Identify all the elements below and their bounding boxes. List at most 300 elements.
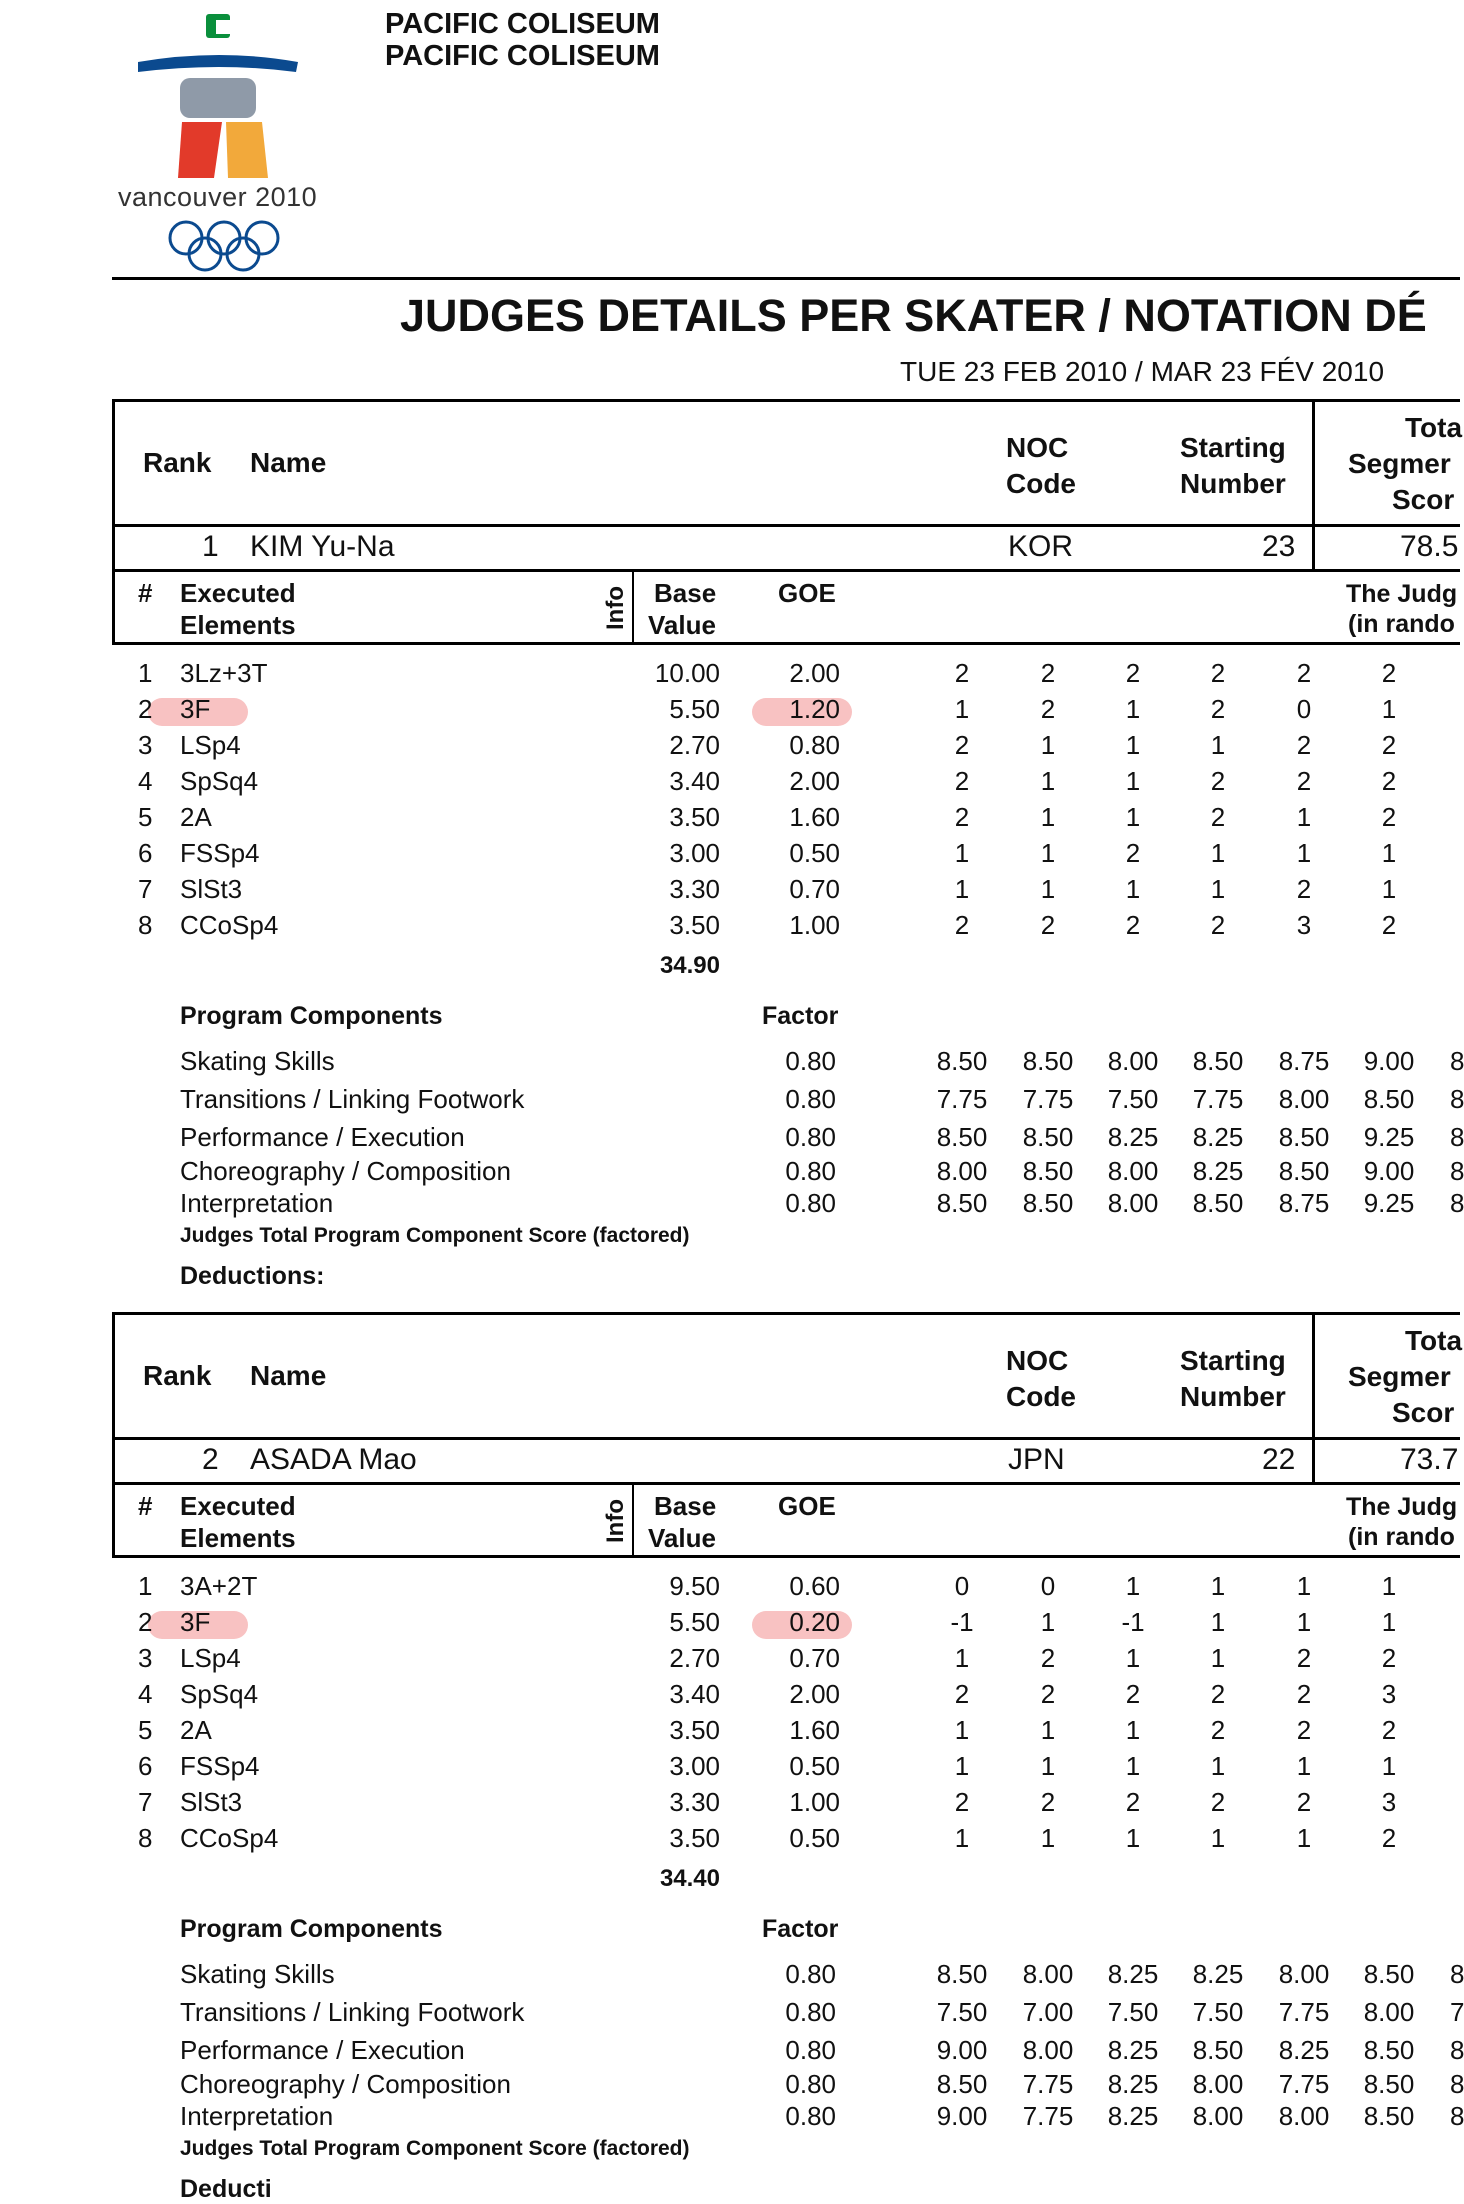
element-number: 8 (138, 910, 153, 940)
element-base-value: 3.00 (669, 838, 720, 868)
component-judge-score: 8.50 (1022, 1188, 1074, 1218)
component-judge-score: 9.25 (1363, 1122, 1415, 1152)
base-header-2: Value (648, 610, 716, 640)
noc-header: NOC (1006, 1345, 1069, 1376)
element-base-value: 3.40 (669, 1679, 720, 1709)
info-header: Info (601, 1499, 629, 1543)
skater-name: KIM Yu-Na (250, 530, 395, 563)
judge-score: 3 (1381, 1679, 1397, 1709)
element-base-value: 5.50 (669, 694, 720, 724)
starting-header: Starting (1180, 1345, 1286, 1376)
component-factor: 0.80 (785, 1084, 836, 1114)
judge-score: 2 (1381, 1643, 1397, 1673)
name-header: Name (250, 447, 327, 478)
element-goe: 0.50 (789, 1751, 840, 1781)
element-name: SpSq4 (180, 1679, 259, 1709)
component-judge-score: 8.25 (1278, 2035, 1330, 2065)
element-goe: 0.20 (789, 1607, 840, 1637)
component-judge-score: 7 (1450, 1997, 1464, 2027)
logo-text: vancouver 2010 (118, 182, 318, 212)
elements-header-top (112, 1482, 1460, 1485)
judge-score: 2 (954, 1679, 970, 1709)
total-header-3: Scor (1392, 1397, 1455, 1428)
judges-header: The Judg (1346, 580, 1458, 608)
component-judge-score: 8.75 (1278, 1188, 1330, 1218)
element-name: 2A (180, 1715, 212, 1745)
num-header: # (138, 1491, 153, 1521)
element-name: LSp4 (180, 730, 241, 760)
header-box-bottom (112, 1437, 1460, 1440)
judge-score: 2 (1381, 730, 1397, 760)
judge-score: 2 (1210, 1679, 1226, 1709)
executed-header: Executed (180, 578, 296, 608)
judge-score: 2 (1210, 694, 1226, 724)
component-judge-score: 8.75 (1278, 1046, 1330, 1076)
judge-score: 1 (1040, 1751, 1056, 1781)
component-judge-score: 8.25 (1107, 1959, 1159, 1989)
judge-score: 1 (1125, 1715, 1141, 1745)
judge-score: 2 (1381, 802, 1397, 832)
judge-score: 1 (1381, 694, 1397, 724)
total-header-3: Scor (1392, 484, 1455, 515)
program-components-header: Program Components (180, 1002, 443, 1030)
num-header: # (138, 578, 153, 608)
component-judge-score: 8.50 (1022, 1122, 1074, 1152)
starting-header: Starting (1180, 432, 1286, 463)
judges-header-2: (in rando (1348, 610, 1455, 638)
component-name: Choreography / Composition (180, 1156, 511, 1186)
judge-score: 2 (954, 766, 970, 796)
component-judge-score: 8.00 (1192, 2069, 1244, 2099)
component-judge-score: 8.50 (936, 1188, 988, 1218)
judge-score: 2 (1125, 1679, 1141, 1709)
element-goe: 1.60 (789, 1715, 840, 1745)
element-base-value: 3.50 (669, 802, 720, 832)
judge-score: 1 (1381, 874, 1397, 904)
rank-header: Rank (143, 447, 212, 478)
total-header-2: Segmer (1348, 1361, 1451, 1392)
component-judge-score: 9.25 (1363, 1188, 1415, 1218)
judge-score: 2 (954, 730, 970, 760)
judge-score: 2 (1040, 658, 1056, 688)
element-goe: 1.20 (789, 694, 840, 724)
component-judge-score: 8.00 (1278, 2101, 1330, 2131)
judge-score: 1 (1040, 766, 1056, 796)
element-name: LSp4 (180, 1643, 241, 1673)
executed-header-2: Elements (180, 610, 296, 640)
component-judge-score: 9.00 (936, 2101, 988, 2131)
element-name: 2A (180, 802, 212, 832)
element-base-value: 3.50 (669, 1823, 720, 1853)
judge-score: 2 (954, 1787, 970, 1817)
element-goe: 0.50 (789, 1823, 840, 1853)
element-number: 2 (138, 1607, 153, 1637)
judge-score: 2 (954, 802, 970, 832)
info-header: Info (601, 586, 629, 630)
component-factor: 0.80 (785, 1156, 836, 1186)
judge-score: 2 (1040, 694, 1056, 724)
judge-score: 1 (1296, 1607, 1312, 1637)
noc-header-2: Code (1006, 1381, 1076, 1412)
judge-score: 2 (1381, 658, 1397, 688)
skater-starting-number: 22 (1262, 1443, 1296, 1476)
base-value-total: 34.90 (659, 952, 720, 979)
component-judge-score: 8.50 (936, 1122, 988, 1152)
component-judge-score: 8.50 (1022, 1156, 1074, 1186)
element-base-value: 9.50 (669, 1571, 720, 1601)
judge-score: 2 (1040, 1787, 1056, 1817)
element-number: 6 (138, 838, 153, 868)
element-number: 1 (138, 1571, 153, 1601)
executed-header: Executed (180, 1491, 296, 1521)
judge-score: 1 (954, 1643, 970, 1673)
component-judge-score: 8.50 (1363, 2101, 1415, 2131)
name-header: Name (250, 1360, 327, 1391)
judge-score: 2 (1125, 910, 1141, 940)
element-goe: 2.00 (789, 766, 840, 796)
component-judge-score: 8.00 (1107, 1156, 1159, 1186)
skater-rank: 2 (202, 1443, 219, 1476)
component-judge-score: 9.00 (936, 2035, 988, 2065)
judge-score: 1 (1296, 1571, 1312, 1601)
judge-score: 2 (1296, 1787, 1312, 1817)
judge-score: 1 (1040, 1607, 1056, 1637)
element-name: 3F (180, 694, 211, 724)
judge-score: 0 (1296, 694, 1312, 724)
judge-score: 1 (1125, 802, 1141, 832)
element-base-value: 3.50 (669, 910, 720, 940)
judge-score: 1 (1210, 1643, 1226, 1673)
skater-starting-number: 23 (1262, 530, 1296, 563)
component-judge-score: 7.75 (1192, 1084, 1244, 1114)
judge-score: 2 (1296, 1715, 1312, 1745)
component-judge-score: 8.25 (1107, 2069, 1159, 2099)
judge-score: 1 (1296, 1751, 1312, 1781)
deductions-label: Deducti (180, 2175, 272, 2203)
judge-score: 2 (1296, 874, 1312, 904)
element-number: 3 (138, 730, 153, 760)
judge-score: 1 (954, 694, 970, 724)
total-header-2: Segmer (1348, 448, 1451, 479)
judge-score: 2 (1296, 1643, 1312, 1673)
jtpcs-label: Judges Total Program Component Score (factored) (180, 1224, 690, 1247)
component-judge-score: 8.00 (1022, 1959, 1074, 1989)
header-box-top (112, 1312, 1460, 1315)
skater-name: ASADA Mao (250, 1443, 417, 1476)
judge-score: 2 (1125, 658, 1141, 688)
judge-score: 2 (1296, 1679, 1312, 1709)
component-judge-score: 8.25 (1107, 2101, 1159, 2131)
judge-score: 2 (1210, 658, 1226, 688)
rank-header: Rank (143, 1360, 212, 1391)
judge-score: 2 (954, 658, 970, 688)
factor-header: Factor (762, 1915, 839, 1943)
judge-score: 2 (1381, 766, 1397, 796)
element-number: 8 (138, 1823, 153, 1853)
element-number: 4 (138, 1679, 153, 1709)
judge-score: 1 (1210, 1607, 1226, 1637)
total-header: Tota (1405, 1325, 1463, 1356)
judge-score: 3 (1381, 1787, 1397, 1817)
judge-score: 1 (1210, 730, 1226, 760)
element-goe: 0.70 (789, 874, 840, 904)
element-name: FSSp4 (180, 838, 260, 868)
element-goe: 2.00 (789, 658, 840, 688)
goe-header: GOE (778, 578, 836, 608)
component-name: Transitions / Linking Footwork (180, 1084, 525, 1114)
element-goe: 1.00 (789, 1787, 840, 1817)
executed-header-2: Elements (180, 1523, 296, 1553)
element-name: CCoSp4 (180, 1823, 279, 1853)
element-base-value: 5.50 (669, 1607, 720, 1637)
judge-score: -1 (950, 1607, 974, 1637)
component-judge-score: 9.00 (1363, 1156, 1415, 1186)
judge-score: 2 (1296, 658, 1312, 688)
component-judge-score: 9.00 (1363, 1046, 1415, 1076)
component-judge-score: 8.50 (1192, 1188, 1244, 1218)
component-name: Performance / Execution (180, 2035, 465, 2065)
judge-score: 1 (1040, 802, 1056, 832)
element-base-value: 3.30 (669, 1787, 720, 1817)
component-judge-score: 8.50 (1363, 2069, 1415, 2099)
judge-score: 2 (1296, 766, 1312, 796)
judge-score: 3 (1296, 910, 1312, 940)
base-value-total: 34.40 (659, 1865, 720, 1892)
component-judge-score: 8 (1450, 1084, 1464, 1114)
venue-line-2: PACIFIC COLISEUM (385, 40, 660, 72)
component-judge-score: 8.50 (1363, 1084, 1415, 1114)
component-judge-score: 8 (1450, 2101, 1464, 2131)
goe-header: GOE (778, 1491, 836, 1521)
judge-score: 2 (1210, 802, 1226, 832)
component-judge-score: 8.25 (1107, 2035, 1159, 2065)
component-name: Transitions / Linking Footwork (180, 1997, 525, 2027)
total-header: Tota (1405, 412, 1463, 443)
judge-score: 1 (1381, 1607, 1397, 1637)
noc-header: NOC (1006, 432, 1069, 463)
component-name: Performance / Execution (180, 1122, 465, 1152)
element-goe: 1.00 (789, 910, 840, 940)
component-judge-score: 8.50 (1363, 2035, 1415, 2065)
factor-header: Factor (762, 1002, 839, 1030)
judge-score: 2 (1040, 1679, 1056, 1709)
component-name: Choreography / Composition (180, 2069, 511, 2099)
judge-score: 1 (1040, 730, 1056, 760)
element-base-value: 3.50 (669, 1715, 720, 1745)
element-number: 2 (138, 694, 153, 724)
element-number: 7 (138, 874, 153, 904)
judge-score: 2 (1040, 910, 1056, 940)
component-judge-score: 7.75 (1022, 2069, 1074, 2099)
judge-score: 1 (954, 1751, 970, 1781)
component-judge-score: 7.50 (1107, 1997, 1159, 2027)
elements-header-bottom (112, 1555, 1460, 1558)
skater-noc: JPN (1008, 1443, 1065, 1476)
component-judge-score: 8.50 (936, 2069, 988, 2099)
element-goe: 0.70 (789, 1643, 840, 1673)
base-header: Base (654, 1491, 717, 1521)
component-judge-score: 8.00 (1192, 2101, 1244, 2131)
component-judge-score: 8.25 (1192, 1156, 1244, 1186)
judge-score: 1 (1210, 1751, 1226, 1781)
component-judge-score: 7.75 (1022, 2101, 1074, 2131)
judge-score: 1 (1125, 694, 1141, 724)
element-number: 3 (138, 1643, 153, 1673)
olympic-logo (110, 10, 350, 270)
judge-score: 1 (1125, 1751, 1141, 1781)
judge-score: 2 (1296, 730, 1312, 760)
element-goe: 0.60 (789, 1571, 840, 1601)
judge-score: 1 (1296, 802, 1312, 832)
component-judge-score: 8.00 (936, 1156, 988, 1186)
component-name: Skating Skills (180, 1959, 335, 1989)
judge-score: 2 (1381, 1715, 1397, 1745)
component-factor: 0.80 (785, 2101, 836, 2131)
judge-score: 2 (954, 910, 970, 940)
judge-score: 1 (1210, 1571, 1226, 1601)
judge-score: 1 (1296, 1823, 1312, 1853)
element-name: SlSt3 (180, 874, 243, 904)
judge-score: 1 (1296, 838, 1312, 868)
venue-line-1: PACIFIC COLISEUM (385, 8, 660, 40)
component-judge-score: 8 (1450, 2035, 1464, 2065)
judge-score: 0 (1040, 1571, 1056, 1601)
skater-rank: 1 (202, 530, 219, 563)
judge-score: 1 (1125, 1823, 1141, 1853)
component-judge-score: 7.50 (1192, 1997, 1244, 2027)
judge-score: 1 (1040, 1823, 1056, 1853)
judge-score: 2 (1040, 1643, 1056, 1673)
element-goe: 2.00 (789, 1679, 840, 1709)
page-title: JUDGES DETAILS PER SKATER / NOTATION DÉ (400, 290, 1427, 341)
component-judge-score: 8.00 (1278, 1084, 1330, 1114)
skater-total-score: 78.5 (1400, 530, 1459, 563)
judge-score: 1 (1210, 838, 1226, 868)
element-name: CCoSp4 (180, 910, 279, 940)
component-judge-score: 7.00 (1022, 1997, 1074, 2027)
judge-score: 1 (954, 838, 970, 868)
jtpcs-label: Judges Total Program Component Score (factored) (180, 2137, 690, 2160)
judge-score: 1 (1381, 1751, 1397, 1781)
total-col-divider (1312, 399, 1315, 569)
element-name: 3A+2T (180, 1571, 258, 1601)
starting-header-2: Number (1180, 1381, 1286, 1412)
component-factor: 0.80 (785, 2069, 836, 2099)
judge-score: 2 (1210, 1715, 1226, 1745)
judge-score: 1 (954, 874, 970, 904)
component-judge-score: 8.25 (1192, 1959, 1244, 1989)
element-name: FSSp4 (180, 1751, 260, 1781)
judge-score: 1 (954, 1823, 970, 1853)
component-judge-score: 8.50 (936, 1046, 988, 1076)
component-judge-score: 8.50 (1278, 1122, 1330, 1152)
element-base-value: 3.00 (669, 1751, 720, 1781)
component-judge-score: 8.25 (1192, 1122, 1244, 1152)
component-judge-score: 7.75 (1278, 1997, 1330, 2027)
elements-header-top (112, 569, 1460, 572)
header-box-left (112, 399, 115, 645)
element-name: SpSq4 (180, 766, 259, 796)
judge-score: 1 (1125, 730, 1141, 760)
component-judge-score: 8.50 (1192, 2035, 1244, 2065)
judge-score: 1 (1040, 838, 1056, 868)
skater-noc: KOR (1008, 530, 1074, 563)
element-base-value: 2.70 (669, 730, 720, 760)
judge-score: 1 (1125, 874, 1141, 904)
deductions-label: Deductions: (180, 1262, 325, 1290)
component-judge-score: 8 (1450, 2069, 1464, 2099)
component-judge-score: 8.50 (1192, 1046, 1244, 1076)
component-judge-score: 8.00 (1022, 2035, 1074, 2065)
judge-score: 1 (1040, 1715, 1056, 1745)
component-factor: 0.80 (785, 1122, 836, 1152)
noc-header-2: Code (1006, 468, 1076, 499)
component-factor: 0.80 (785, 1188, 836, 1218)
element-name: SlSt3 (180, 1787, 243, 1817)
element-base-value: 3.30 (669, 874, 720, 904)
judge-score: 2 (1125, 838, 1141, 868)
component-factor: 0.80 (785, 1997, 836, 2027)
component-judge-score: 8.00 (1278, 1959, 1330, 1989)
component-judge-score: 8.00 (1107, 1046, 1159, 1076)
element-name: 3F (180, 1607, 211, 1637)
judge-score: 1 (1210, 874, 1226, 904)
component-judge-score: 8.50 (1022, 1046, 1074, 1076)
header-box-top (112, 399, 1460, 402)
judge-score: 2 (1210, 766, 1226, 796)
component-factor: 0.80 (785, 2035, 836, 2065)
judge-score: 0 (954, 1571, 970, 1601)
component-judge-score: 7.50 (1107, 1084, 1159, 1114)
judge-score: 1 (1381, 838, 1397, 868)
judge-score: -1 (1121, 1607, 1145, 1637)
component-judge-score: 8 (1450, 1122, 1464, 1152)
component-judge-score: 8.00 (1363, 1997, 1415, 2027)
element-number: 4 (138, 766, 153, 796)
judge-score: 2 (1125, 1787, 1141, 1817)
component-judge-score: 8.50 (936, 1959, 988, 1989)
judge-score: 2 (1210, 1787, 1226, 1817)
component-judge-score: 8 (1450, 1156, 1464, 1186)
judge-score: 1 (1040, 874, 1056, 904)
judge-score: 2 (1210, 910, 1226, 940)
judge-score: 1 (1125, 766, 1141, 796)
element-number: 5 (138, 802, 153, 832)
element-number: 7 (138, 1787, 153, 1817)
component-factor: 0.80 (785, 1046, 836, 1076)
total-col-divider (1312, 1312, 1315, 1482)
judge-score: 1 (1210, 1823, 1226, 1853)
element-number: 1 (138, 658, 153, 688)
component-judge-score: 8 (1450, 1046, 1464, 1076)
component-name: Interpretation (180, 1188, 334, 1218)
component-judge-score: 8.00 (1107, 1188, 1159, 1218)
element-goe: 0.50 (789, 838, 840, 868)
header-divider (112, 277, 1460, 280)
element-base-value: 3.40 (669, 766, 720, 796)
base-header-2: Value (648, 1523, 716, 1553)
component-judge-score: 8.50 (1278, 1156, 1330, 1186)
component-judge-score: 7.50 (936, 1997, 988, 2027)
skater-total-score: 73.7 (1400, 1443, 1459, 1476)
judge-score: 1 (1125, 1643, 1141, 1673)
header-box-bottom (112, 524, 1460, 527)
component-judge-score: 7.75 (936, 1084, 988, 1114)
component-judge-score: 8.25 (1107, 1122, 1159, 1152)
element-base-value: 10.00 (654, 658, 720, 688)
olympic-rings-icon (166, 218, 286, 278)
element-number: 6 (138, 1751, 153, 1781)
